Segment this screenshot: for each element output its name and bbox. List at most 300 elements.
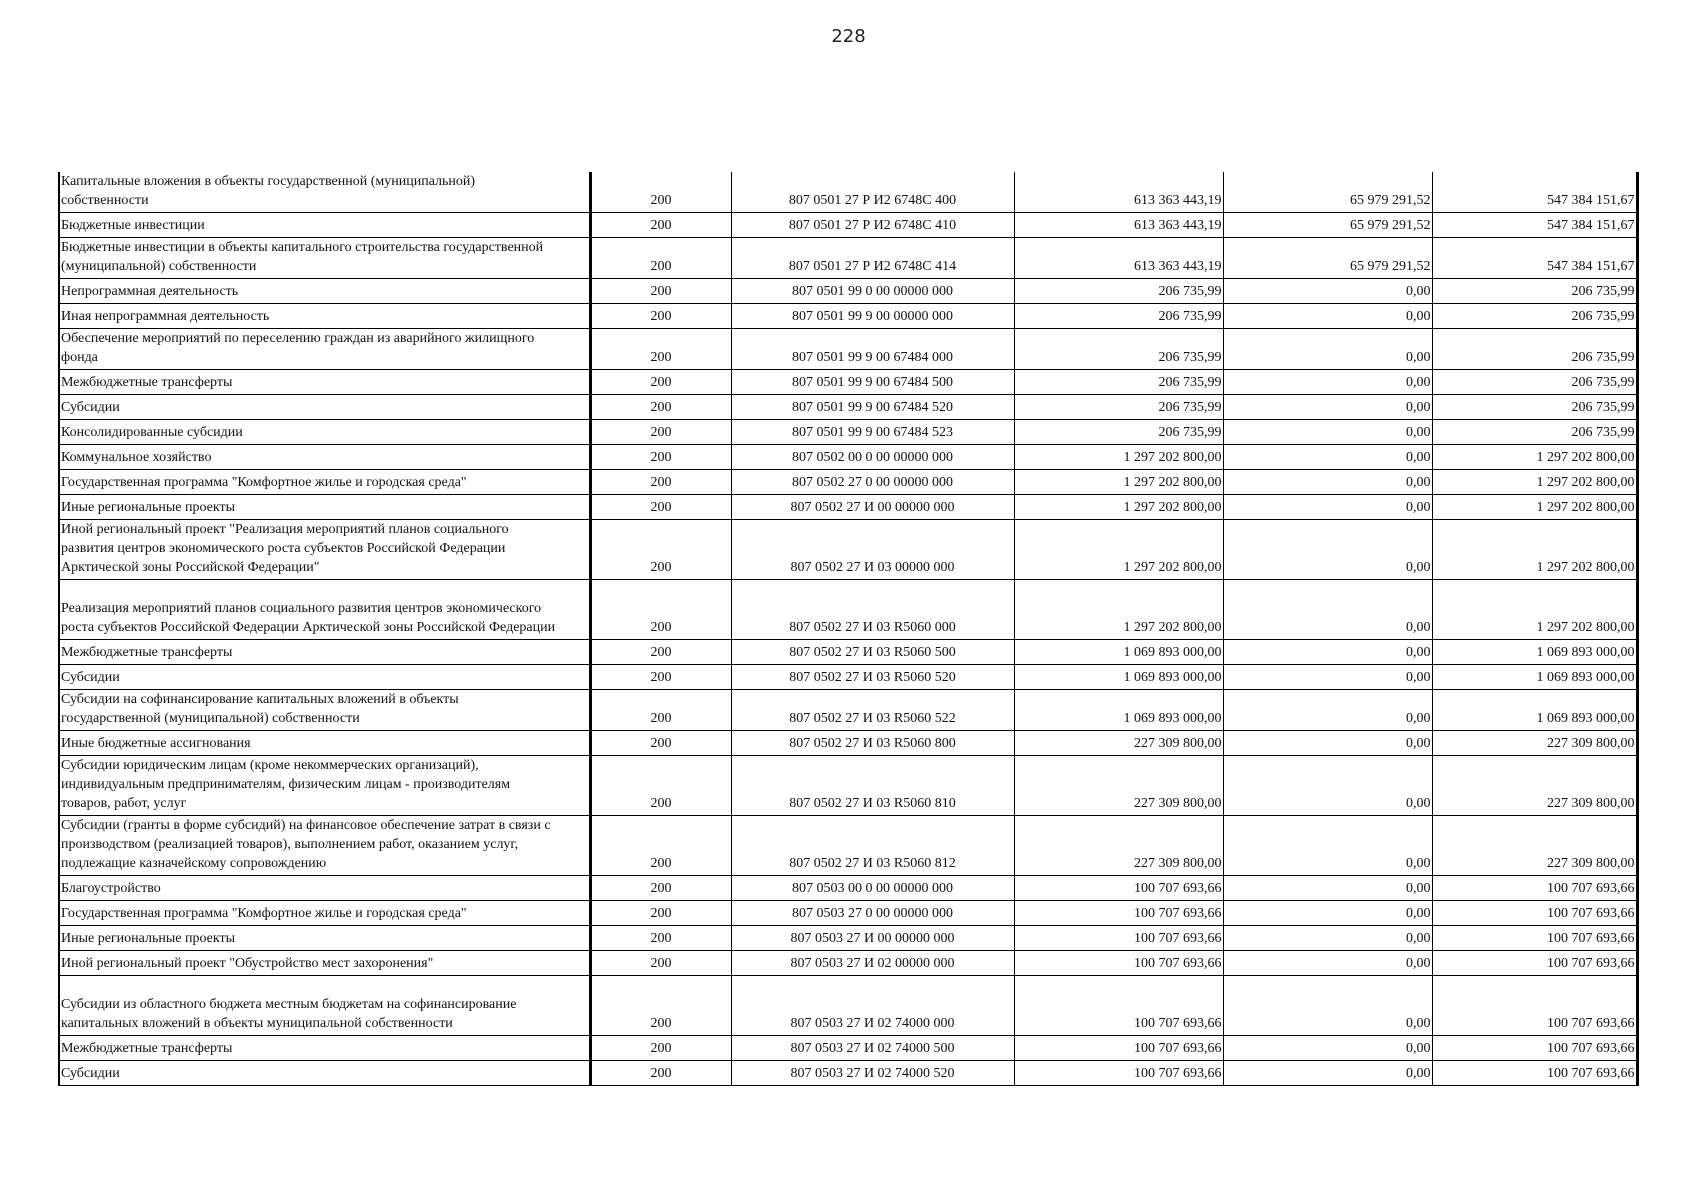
row-amount-remaining-cell xyxy=(1432,420,1637,445)
row-classification-code-text: 807 0502 27 И 03 R5060 800 xyxy=(789,736,956,751)
row-name-text: Субсидии юридическим лицам (кроме некоммерческих организаций), индивидуальным предпринимателям, физическим лицам - производителям товаров, работ, услуг xyxy=(61,758,511,811)
row-name-cell xyxy=(59,329,590,370)
row-amount-approved-text: 1 297 202 800,00 xyxy=(1123,500,1222,515)
row-name-cell xyxy=(59,1036,590,1061)
row-name-cell xyxy=(59,690,590,731)
row-amount-executed-text: 0,00 xyxy=(1406,711,1431,726)
row-section-code-text: 200 xyxy=(650,856,672,871)
row-amount-approved-text: 613 363 443,19 xyxy=(1134,259,1222,274)
row-name-cell xyxy=(59,172,590,213)
table-row xyxy=(59,395,1637,420)
table-row xyxy=(59,370,1637,395)
row-amount-remaining-cell xyxy=(1432,926,1637,951)
table-row xyxy=(59,976,1637,1036)
row-amount-remaining-text: 100 707 693,66 xyxy=(1547,956,1635,971)
row-amount-remaining-text: 1 297 202 800,00 xyxy=(1536,475,1635,490)
row-classification-code-text: 807 0502 27 0 00 00000 000 xyxy=(792,475,953,490)
row-amount-remaining-cell xyxy=(1432,951,1637,976)
row-amount-executed-text: 0,00 xyxy=(1406,309,1431,324)
row-amount-remaining-cell xyxy=(1432,238,1637,279)
row-amount-remaining-cell xyxy=(1432,172,1637,213)
row-amount-executed-text: 0,00 xyxy=(1406,1066,1431,1081)
row-section-code-cell xyxy=(590,926,731,951)
row-amount-executed-cell xyxy=(1223,665,1432,690)
row-amount-remaining-text: 547 384 151,67 xyxy=(1547,193,1635,208)
table-row xyxy=(59,172,1637,213)
row-classification-code-cell xyxy=(731,1036,1014,1061)
row-amount-remaining-text: 100 707 693,66 xyxy=(1547,906,1635,921)
row-amount-approved-cell xyxy=(1014,580,1223,640)
row-amount-remaining-cell xyxy=(1432,876,1637,901)
row-amount-executed-cell xyxy=(1223,470,1432,495)
row-amount-remaining-text: 1 297 202 800,00 xyxy=(1536,500,1635,515)
row-amount-approved-cell xyxy=(1014,395,1223,420)
row-name-text: Обеспечение мероприятий по переселению граждан из аварийного жилищного фонда xyxy=(61,331,535,365)
row-classification-code-cell xyxy=(731,665,1014,690)
row-name-text: Субсидии xyxy=(61,670,120,685)
row-name-cell xyxy=(59,640,590,665)
row-amount-approved-text: 1 069 893 000,00 xyxy=(1123,645,1222,660)
row-classification-code-cell xyxy=(731,304,1014,329)
row-amount-approved-cell xyxy=(1014,420,1223,445)
row-classification-code-cell xyxy=(731,520,1014,580)
row-amount-executed-text: 0,00 xyxy=(1406,450,1431,465)
row-amount-approved-cell xyxy=(1014,279,1223,304)
row-name-text: Иной региональный проект "Обустройство мест захоронения" xyxy=(61,956,434,971)
row-classification-code-text: 807 0502 27 И 03 R5060 522 xyxy=(789,711,956,726)
row-classification-code-cell xyxy=(731,756,1014,816)
row-section-code-cell xyxy=(590,690,731,731)
row-section-code-text: 200 xyxy=(650,375,672,390)
table-row xyxy=(59,756,1637,816)
row-amount-approved-cell xyxy=(1014,1061,1223,1086)
row-section-code-cell xyxy=(590,395,731,420)
row-amount-remaining-cell xyxy=(1432,901,1637,926)
row-section-code-text: 200 xyxy=(650,500,672,515)
row-amount-executed-text: 0,00 xyxy=(1406,475,1431,490)
row-classification-code-text: 807 0503 00 0 00 00000 000 xyxy=(792,881,953,896)
row-name-cell xyxy=(59,816,590,876)
row-classification-code-cell xyxy=(731,1061,1014,1086)
table-row xyxy=(59,420,1637,445)
row-amount-approved-cell xyxy=(1014,756,1223,816)
row-amount-remaining-cell xyxy=(1432,470,1637,495)
row-amount-remaining-cell xyxy=(1432,816,1637,876)
row-amount-executed-cell xyxy=(1223,445,1432,470)
row-section-code-text: 200 xyxy=(650,450,672,465)
row-name-cell xyxy=(59,876,590,901)
row-amount-remaining-cell xyxy=(1432,213,1637,238)
row-name-text: Иные региональные проекты xyxy=(61,500,236,515)
row-amount-remaining-cell xyxy=(1432,395,1637,420)
table-row xyxy=(59,1036,1637,1061)
row-amount-approved-text: 227 309 800,00 xyxy=(1134,856,1222,871)
row-amount-executed-cell xyxy=(1223,279,1432,304)
row-amount-remaining-text: 100 707 693,66 xyxy=(1547,931,1635,946)
row-amount-remaining-text: 227 309 800,00 xyxy=(1547,736,1635,751)
row-amount-approved-cell xyxy=(1014,370,1223,395)
row-amount-executed-text: 0,00 xyxy=(1406,670,1431,685)
row-amount-remaining-cell xyxy=(1432,370,1637,395)
row-amount-approved-text: 100 707 693,66 xyxy=(1134,956,1222,971)
row-amount-executed-text: 0,00 xyxy=(1406,1041,1431,1056)
row-classification-code-text: 807 0501 99 9 00 00000 000 xyxy=(792,309,953,324)
row-amount-executed-cell xyxy=(1223,816,1432,876)
row-amount-approved-cell xyxy=(1014,238,1223,279)
row-section-code-text: 200 xyxy=(650,796,672,811)
row-section-code-text: 200 xyxy=(650,400,672,415)
row-section-code-cell xyxy=(590,731,731,756)
row-classification-code-text: 807 0502 00 0 00 00000 000 xyxy=(792,450,953,465)
row-amount-approved-text: 100 707 693,66 xyxy=(1134,906,1222,921)
row-section-code-cell xyxy=(590,1061,731,1086)
row-amount-executed-text: 0,00 xyxy=(1406,620,1431,635)
table-row xyxy=(59,816,1637,876)
row-name-text: Межбюджетные трансферты xyxy=(61,645,233,660)
row-amount-remaining-text: 1 297 202 800,00 xyxy=(1536,560,1635,575)
row-amount-approved-cell xyxy=(1014,640,1223,665)
row-amount-approved-cell xyxy=(1014,665,1223,690)
row-amount-executed-text: 65 979 291,52 xyxy=(1350,218,1431,233)
row-amount-approved-text: 1 069 893 000,00 xyxy=(1123,711,1222,726)
row-amount-approved-text: 100 707 693,66 xyxy=(1134,1016,1222,1031)
row-amount-executed-text: 0,00 xyxy=(1406,425,1431,440)
row-amount-executed-cell xyxy=(1223,495,1432,520)
row-name-text: Консолидированные субсидии xyxy=(61,425,243,440)
row-amount-remaining-cell xyxy=(1432,304,1637,329)
row-amount-executed-cell xyxy=(1223,976,1432,1036)
row-section-code-text: 200 xyxy=(650,218,672,233)
row-amount-remaining-text: 206 735,99 xyxy=(1571,309,1635,324)
row-classification-code-cell xyxy=(731,951,1014,976)
row-amount-approved-text: 100 707 693,66 xyxy=(1134,881,1222,896)
row-classification-code-text: 807 0503 27 И 02 74000 520 xyxy=(790,1066,955,1081)
table-row xyxy=(59,690,1637,731)
row-amount-executed-text: 0,00 xyxy=(1406,796,1431,811)
table-row xyxy=(59,640,1637,665)
row-amount-approved-text: 100 707 693,66 xyxy=(1134,1066,1222,1081)
row-amount-remaining-text: 206 735,99 xyxy=(1571,375,1635,390)
row-amount-approved-cell xyxy=(1014,951,1223,976)
row-section-code-cell xyxy=(590,420,731,445)
row-amount-approved-text: 1 297 202 800,00 xyxy=(1123,620,1222,635)
row-name-cell xyxy=(59,1061,590,1086)
row-classification-code-text: 807 0502 27 И 03 R5060 520 xyxy=(789,670,956,685)
row-name-text: Коммунальное хозяйство xyxy=(61,450,212,465)
row-classification-code-text: 807 0503 27 0 00 00000 000 xyxy=(792,906,953,921)
row-amount-remaining-cell xyxy=(1432,1061,1637,1086)
row-section-code-cell xyxy=(590,238,731,279)
row-amount-remaining-text: 206 735,99 xyxy=(1571,350,1635,365)
row-amount-remaining-text: 100 707 693,66 xyxy=(1547,1016,1635,1031)
row-amount-remaining-cell xyxy=(1432,520,1637,580)
row-amount-executed-cell xyxy=(1223,213,1432,238)
table-row xyxy=(59,876,1637,901)
row-name-cell xyxy=(59,395,590,420)
row-amount-remaining-text: 206 735,99 xyxy=(1571,284,1635,299)
row-section-code-text: 200 xyxy=(650,259,672,274)
table-row xyxy=(59,731,1637,756)
row-classification-code-text: 807 0502 27 И 00 00000 000 xyxy=(790,500,955,515)
row-amount-executed-cell xyxy=(1223,951,1432,976)
row-amount-approved-text: 227 309 800,00 xyxy=(1134,736,1222,751)
row-classification-code-cell xyxy=(731,876,1014,901)
row-section-code-text: 200 xyxy=(650,1066,672,1081)
row-classification-code-text: 807 0501 27 Р И2 6748С 410 xyxy=(788,218,957,233)
row-amount-approved-cell xyxy=(1014,495,1223,520)
row-section-code-text: 200 xyxy=(650,1016,672,1031)
row-amount-remaining-cell xyxy=(1432,640,1637,665)
row-classification-code-text: 807 0503 27 И 00 00000 000 xyxy=(790,931,955,946)
table-row xyxy=(59,470,1637,495)
row-name-text: Государственная программа "Комфортное жилье и городская среда" xyxy=(61,906,467,921)
row-classification-code-text: 807 0503 27 И 02 00000 000 xyxy=(790,956,955,971)
row-classification-code-text: 807 0501 99 9 00 67484 520 xyxy=(792,400,953,415)
row-section-code-cell xyxy=(590,640,731,665)
row-section-code-cell xyxy=(590,213,731,238)
row-classification-code-text: 807 0503 27 И 02 74000 500 xyxy=(790,1041,955,1056)
budget-table xyxy=(58,172,1639,1086)
row-section-code-cell xyxy=(590,279,731,304)
row-amount-approved-cell xyxy=(1014,690,1223,731)
page-number: 228 xyxy=(831,26,866,47)
row-name-text: Иные бюджетные ассигнования xyxy=(61,736,251,751)
row-amount-approved-text: 206 735,99 xyxy=(1158,309,1222,324)
row-amount-executed-text: 0,00 xyxy=(1406,645,1431,660)
row-amount-executed-text: 0,00 xyxy=(1406,1016,1431,1031)
row-amount-remaining-cell xyxy=(1432,690,1637,731)
row-classification-code-cell xyxy=(731,445,1014,470)
table-row xyxy=(59,1061,1637,1086)
row-classification-code-text: 807 0502 27 И 03 00000 000 xyxy=(790,560,955,575)
table-row xyxy=(59,520,1637,580)
row-section-code-text: 200 xyxy=(650,670,672,685)
table-row xyxy=(59,213,1637,238)
row-section-code-text: 200 xyxy=(650,645,672,660)
row-classification-code-cell xyxy=(731,580,1014,640)
row-amount-remaining-text: 227 309 800,00 xyxy=(1547,796,1635,811)
row-name-cell xyxy=(59,731,590,756)
row-amount-remaining-text: 227 309 800,00 xyxy=(1547,856,1635,871)
table-row xyxy=(59,926,1637,951)
row-section-code-cell xyxy=(590,665,731,690)
row-classification-code-text: 807 0501 99 9 00 67484 000 xyxy=(792,350,953,365)
row-classification-code-text: 807 0503 27 И 02 74000 000 xyxy=(790,1016,955,1031)
row-amount-executed-cell xyxy=(1223,756,1432,816)
row-amount-approved-text: 1 297 202 800,00 xyxy=(1123,560,1222,575)
table-row xyxy=(59,445,1637,470)
row-section-code-cell xyxy=(590,470,731,495)
row-section-code-text: 200 xyxy=(650,309,672,324)
row-name-cell xyxy=(59,470,590,495)
row-amount-remaining-cell xyxy=(1432,279,1637,304)
row-amount-approved-text: 613 363 443,19 xyxy=(1134,193,1222,208)
row-classification-code-cell xyxy=(731,640,1014,665)
row-amount-remaining-text: 206 735,99 xyxy=(1571,400,1635,415)
row-section-code-text: 200 xyxy=(650,193,672,208)
row-amount-remaining-cell xyxy=(1432,665,1637,690)
row-name-cell xyxy=(59,520,590,580)
row-name-text: Государственная программа "Комфортное жилье и городская среда" xyxy=(61,475,467,490)
row-amount-remaining-text: 547 384 151,67 xyxy=(1547,259,1635,274)
row-section-code-cell xyxy=(590,329,731,370)
row-classification-code-cell xyxy=(731,901,1014,926)
row-amount-approved-cell xyxy=(1014,976,1223,1036)
row-name-cell xyxy=(59,976,590,1036)
row-amount-approved-cell xyxy=(1014,329,1223,370)
row-amount-executed-cell xyxy=(1223,1036,1432,1061)
row-classification-code-text: 807 0501 99 0 00 00000 000 xyxy=(792,284,953,299)
row-amount-executed-text: 0,00 xyxy=(1406,906,1431,921)
row-section-code-text: 200 xyxy=(650,711,672,726)
row-amount-executed-text: 0,00 xyxy=(1406,931,1431,946)
row-name-cell xyxy=(59,580,590,640)
row-section-code-cell xyxy=(590,901,731,926)
row-amount-remaining-cell xyxy=(1432,976,1637,1036)
row-section-code-cell xyxy=(590,816,731,876)
row-name-text: Субсидии xyxy=(61,1066,120,1081)
row-classification-code-text: 807 0501 99 9 00 67484 523 xyxy=(792,425,953,440)
row-section-code-text: 200 xyxy=(650,560,672,575)
row-name-cell xyxy=(59,279,590,304)
row-name-text: Субсидии xyxy=(61,400,120,415)
row-amount-remaining-text: 1 069 893 000,00 xyxy=(1536,645,1635,660)
row-classification-code-cell xyxy=(731,976,1014,1036)
row-amount-remaining-cell xyxy=(1432,731,1637,756)
row-name-cell xyxy=(59,370,590,395)
row-amount-executed-cell xyxy=(1223,238,1432,279)
row-amount-approved-cell xyxy=(1014,520,1223,580)
row-amount-remaining-text: 100 707 693,66 xyxy=(1547,1041,1635,1056)
row-amount-executed-text: 0,00 xyxy=(1406,500,1431,515)
row-name-text: Межбюджетные трансферты xyxy=(61,1041,233,1056)
row-amount-executed-cell xyxy=(1223,640,1432,665)
row-amount-remaining-cell xyxy=(1432,756,1637,816)
row-section-code-text: 200 xyxy=(650,284,672,299)
row-amount-executed-text: 0,00 xyxy=(1406,881,1431,896)
row-name-cell xyxy=(59,420,590,445)
row-name-text: Иные региональные проекты xyxy=(61,931,236,946)
row-name-cell xyxy=(59,756,590,816)
row-amount-remaining-text: 100 707 693,66 xyxy=(1547,881,1635,896)
row-classification-code-text: 807 0501 27 Р И2 6748С 400 xyxy=(788,193,957,208)
row-section-code-cell xyxy=(590,495,731,520)
row-amount-executed-text: 0,00 xyxy=(1406,284,1431,299)
row-classification-code-cell xyxy=(731,926,1014,951)
row-section-code-cell xyxy=(590,370,731,395)
row-name-cell xyxy=(59,901,590,926)
row-section-code-cell xyxy=(590,172,731,213)
row-amount-executed-text: 0,00 xyxy=(1406,956,1431,971)
row-amount-approved-text: 206 735,99 xyxy=(1158,284,1222,299)
row-name-text: Иная непрограммная деятельность xyxy=(61,309,270,324)
row-classification-code-text: 807 0501 99 9 00 67484 500 xyxy=(792,375,953,390)
row-name-text: Капитальные вложения в объекты государственной (муниципальной) собственности xyxy=(61,174,476,208)
row-name-cell xyxy=(59,304,590,329)
row-section-code-cell xyxy=(590,1036,731,1061)
table-row xyxy=(59,580,1637,640)
row-name-cell xyxy=(59,238,590,279)
row-amount-remaining-text: 100 707 693,66 xyxy=(1547,1066,1635,1081)
row-amount-approved-cell xyxy=(1014,901,1223,926)
row-amount-approved-cell xyxy=(1014,304,1223,329)
row-classification-code-cell xyxy=(731,329,1014,370)
row-section-code-cell xyxy=(590,876,731,901)
row-amount-executed-cell xyxy=(1223,329,1432,370)
row-amount-remaining-text: 1 297 202 800,00 xyxy=(1536,450,1635,465)
row-amount-approved-cell xyxy=(1014,731,1223,756)
row-amount-remaining-text: 1 069 893 000,00 xyxy=(1536,711,1635,726)
row-amount-executed-text: 0,00 xyxy=(1406,400,1431,415)
row-amount-remaining-text: 547 384 151,67 xyxy=(1547,218,1635,233)
row-amount-executed-text: 0,00 xyxy=(1406,856,1431,871)
row-name-text: Межбюджетные трансферты xyxy=(61,375,233,390)
row-name-cell xyxy=(59,445,590,470)
row-amount-remaining-cell xyxy=(1432,445,1637,470)
row-name-cell xyxy=(59,665,590,690)
row-classification-code-cell xyxy=(731,370,1014,395)
row-section-code-cell xyxy=(590,756,731,816)
row-classification-code-cell xyxy=(731,172,1014,213)
row-amount-approved-text: 100 707 693,66 xyxy=(1134,1041,1222,1056)
row-name-cell xyxy=(59,951,590,976)
row-amount-executed-text: 0,00 xyxy=(1406,560,1431,575)
row-section-code-cell xyxy=(590,520,731,580)
row-amount-approved-cell xyxy=(1014,470,1223,495)
table-row xyxy=(59,665,1637,690)
row-name-text: Субсидии из областного бюджета местным бюджетам на софинансирование капитальных вложений в объекты муниципальной собственности xyxy=(61,997,517,1031)
row-section-code-cell xyxy=(590,304,731,329)
row-amount-approved-text: 1 069 893 000,00 xyxy=(1123,670,1222,685)
row-name-text: Иной региональный проект "Реализация мероприятий планов социального развития центров экономического роста субъектов Российской Федерации Арктической зоны Российской Федерации" xyxy=(61,522,509,575)
row-amount-approved-text: 206 735,99 xyxy=(1158,425,1222,440)
row-amount-approved-text: 206 735,99 xyxy=(1158,400,1222,415)
row-amount-executed-text: 65 979 291,52 xyxy=(1350,193,1431,208)
row-amount-approved-text: 206 735,99 xyxy=(1158,350,1222,365)
row-amount-executed-cell xyxy=(1223,580,1432,640)
row-classification-code-cell xyxy=(731,238,1014,279)
row-amount-executed-cell xyxy=(1223,172,1432,213)
row-amount-remaining-cell xyxy=(1432,1036,1637,1061)
row-amount-executed-cell xyxy=(1223,420,1432,445)
row-amount-approved-text: 613 363 443,19 xyxy=(1134,218,1222,233)
row-section-code-text: 200 xyxy=(650,956,672,971)
row-amount-approved-cell xyxy=(1014,213,1223,238)
row-section-code-text: 200 xyxy=(650,475,672,490)
row-amount-remaining-text: 206 735,99 xyxy=(1571,425,1635,440)
row-name-text: Субсидии на софинансирование капитальных вложений в объекты государственной (муниципальной) собственности xyxy=(61,692,459,726)
row-section-code-text: 200 xyxy=(650,881,672,896)
table-row xyxy=(59,304,1637,329)
row-amount-approved-text: 1 297 202 800,00 xyxy=(1123,475,1222,490)
row-amount-approved-text: 1 297 202 800,00 xyxy=(1123,450,1222,465)
budget-table-body xyxy=(59,172,1637,1086)
table-row xyxy=(59,279,1637,304)
table-row xyxy=(59,329,1637,370)
row-section-code-cell xyxy=(590,445,731,470)
row-classification-code-cell xyxy=(731,420,1014,445)
row-name-text: Реализация мероприятий планов социального развития центров экономического роста субъектов Российской Федерации Арктической зоны Российской Федерации xyxy=(61,601,556,635)
row-amount-executed-cell xyxy=(1223,370,1432,395)
row-section-code-text: 200 xyxy=(650,350,672,365)
row-amount-remaining-text: 1 069 893 000,00 xyxy=(1536,670,1635,685)
row-classification-code-text: 807 0502 27 И 03 R5060 812 xyxy=(789,856,956,871)
row-amount-approved-cell xyxy=(1014,445,1223,470)
row-name-text: Бюджетные инвестиции в объекты капитального строительства государственной (муниципальной) собственности xyxy=(61,240,544,274)
row-amount-remaining-cell xyxy=(1432,580,1637,640)
row-amount-approved-cell xyxy=(1014,1036,1223,1061)
row-classification-code-text: 807 0502 27 И 03 R5060 500 xyxy=(789,645,956,660)
